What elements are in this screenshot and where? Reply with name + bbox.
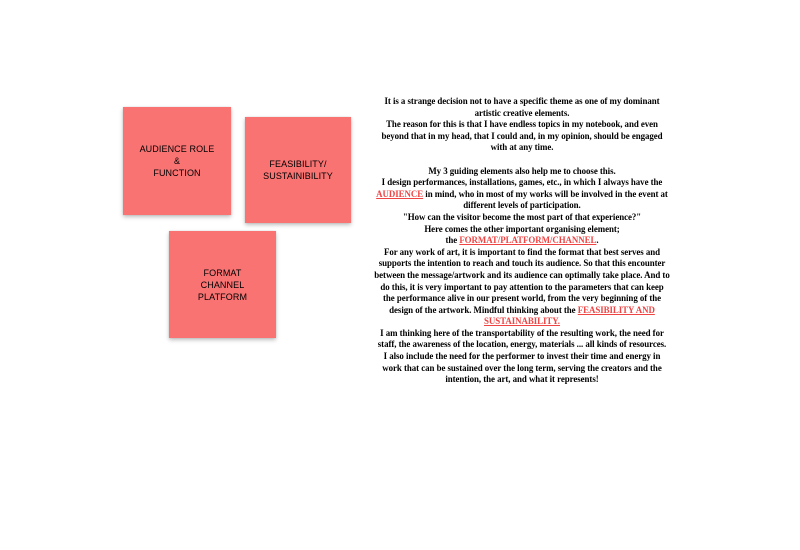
text-block[interactable] xyxy=(374,96,670,386)
paragraph-feasibility xyxy=(374,247,670,328)
sticky-note-audience-text: AUDIENCE ROLE & FUNCTION xyxy=(139,144,215,178)
highlight-format: FORMAT/PLATFORM/CHANNEL xyxy=(459,235,597,246)
sticky-note-audience[interactable] xyxy=(123,107,231,215)
sticky-note-feasibility-text: FEASIBILITY/ SUSTAINIBILITY xyxy=(263,159,333,181)
paragraph-organising-element: Here comes the other important organising element; xyxy=(424,223,620,234)
paragraph-audience xyxy=(374,177,670,212)
paragraph-intro: It is a strange decision not to have a specific theme as one of my dominant artistic creative elements. xyxy=(384,96,660,118)
sticky-note-format-text: FORMAT CHANNEL PLATFORM xyxy=(197,267,248,302)
paragraph-format xyxy=(374,235,670,247)
paragraph-audience-lead: I design performances, installations, games, etc., in which I always have the xyxy=(381,177,663,188)
highlight-feasibility: FEASIBILITY AND SUSTAINABILITY. xyxy=(484,304,655,327)
paragraph-reason: The reason for this is that I have endless topics in my notebook, and even beyond that in my head, that I could and, in my opinion, should be engaged with at any time. xyxy=(381,119,663,153)
sticky-note-feasibility[interactable] xyxy=(245,117,351,223)
paragraph-format-tail: . xyxy=(596,235,599,246)
paragraph-format-lead: the xyxy=(445,235,460,246)
paragraph-performer: I also include the need for the performer to invest their time and energy in work that can be sustained over the long term, serving the creators and the intention, the art, and what it represents! xyxy=(382,351,662,385)
paragraph-feasibility-lead: For any work of art, it is important to find the format that best serves and supports the intention to reach and touch its audience. So that this encounter between the message/artwork and its audience can optimally take place. And to do this, it is very important to pay attention to the parameters that can keep the performance alive in our present world, from the very beginning of the design of the artwork. Mindful thinking about the xyxy=(374,246,670,315)
paragraph-audience-tail: in mind, who in most of my works will be involved in the event at different levels of participation. xyxy=(423,188,668,211)
highlight-audience: AUDIENCE xyxy=(376,188,424,199)
sticky-note-format[interactable] xyxy=(169,231,276,338)
paragraph-resources: I am thinking here of the transportability of the resulting work, the need for staff, the awareness of the location, energy, materials ... all kinds of resources. xyxy=(377,327,667,350)
paragraph-spacer xyxy=(374,154,670,166)
paragraph-guiding-elements: My 3 guiding elements also help me to choose this. xyxy=(428,165,616,176)
paragraph-visitor-question: "How can the visitor become the most part of that experience?" xyxy=(402,211,642,222)
